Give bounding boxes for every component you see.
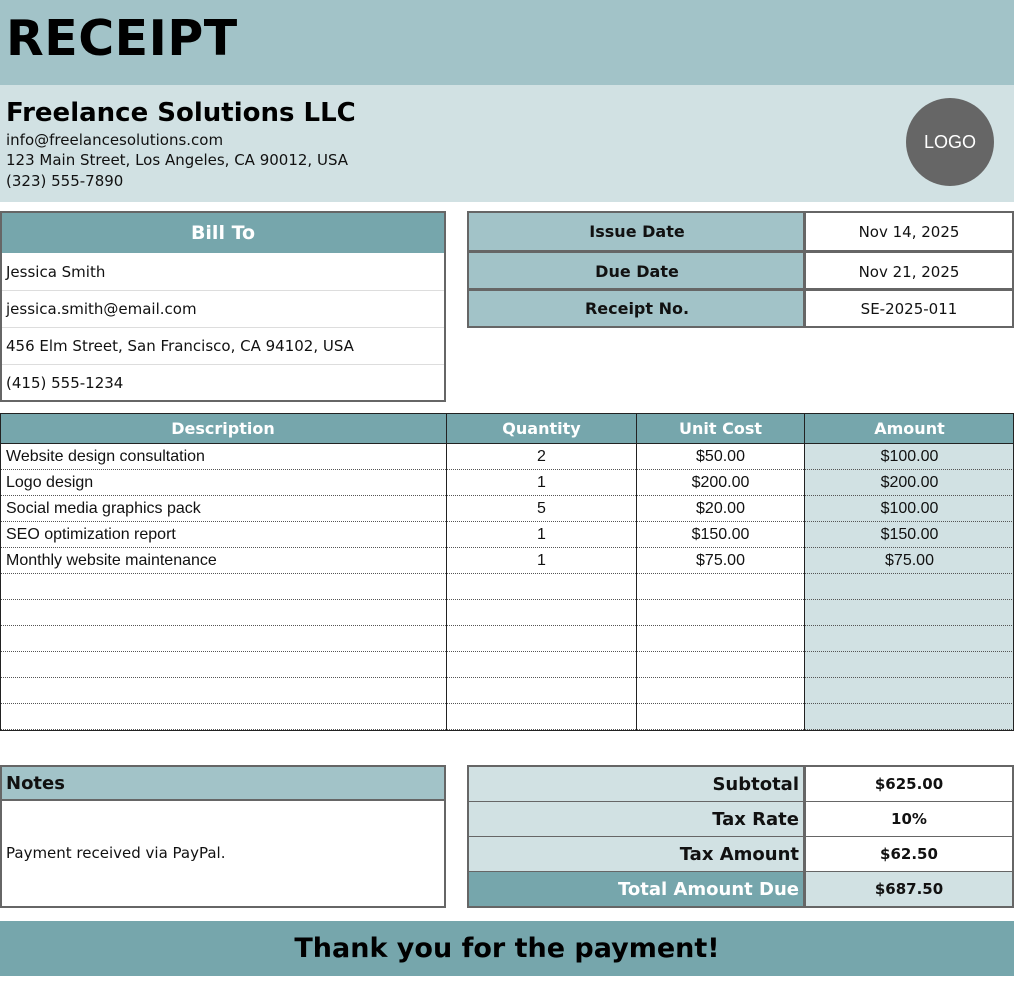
cell-quantity[interactable]: 5 (537, 500, 546, 517)
table-bottom-border (0, 730, 1014, 731)
cell-description[interactable] (6, 704, 444, 730)
cell-unit-cost[interactable]: $200.00 (691, 474, 750, 491)
cell-amount[interactable]: $75.00 (885, 552, 934, 569)
table-border (1013, 413, 1014, 731)
company-name: Freelance Solutions LLC (6, 98, 356, 128)
subtotal-value: $625.00 (806, 767, 1012, 801)
bill-to-email[interactable]: jessica.smith@email.com (2, 290, 444, 327)
cell-quantity[interactable] (447, 626, 636, 652)
company-email: info@freelancesolutions.com (6, 131, 224, 149)
divider (803, 767, 806, 906)
cell-amount[interactable]: $200.00 (880, 474, 939, 491)
notes-heading: Notes (2, 767, 444, 801)
cell-quantity[interactable] (447, 574, 636, 600)
col-header-description: Description (0, 413, 446, 443)
cell-description[interactable]: Logo design (6, 474, 94, 491)
cell-description[interactable]: Website design consultation (6, 448, 205, 465)
cell-unit-cost[interactable] (637, 678, 804, 704)
cell-description[interactable]: Social media graphics pack (6, 500, 201, 517)
tax-rate-label: Tax Rate (469, 802, 803, 836)
cell-amount[interactable] (805, 678, 1014, 704)
cell-unit-cost[interactable] (637, 600, 804, 626)
table-border (0, 413, 1, 731)
cell-amount[interactable] (805, 600, 1014, 626)
cell-quantity[interactable]: 1 (537, 526, 546, 543)
cell-unit-cost[interactable]: $50.00 (696, 448, 745, 465)
cell-unit-cost[interactable]: $150.00 (691, 526, 750, 543)
cell-unit-cost[interactable] (637, 704, 804, 730)
bill-to-address[interactable]: 456 Elm Street, San Francisco, CA 94102, USA (2, 327, 444, 364)
receipt-number-value[interactable]: SE-2025-011 (806, 291, 1012, 326)
cell-quantity[interactable] (447, 704, 636, 730)
cell-unit-cost[interactable] (637, 626, 804, 652)
subtotal-label: Subtotal (469, 767, 803, 801)
cell-unit-cost[interactable] (637, 574, 804, 600)
table-border (446, 413, 447, 731)
cell-amount[interactable]: $100.00 (880, 448, 939, 465)
cell-description[interactable] (6, 600, 444, 626)
tax-amount-label: Tax Amount (469, 837, 803, 871)
col-header-unit-cost: Unit Cost (637, 413, 804, 443)
cell-amount[interactable] (805, 626, 1014, 652)
company-logo: LOGO (906, 98, 994, 186)
issue-date-value[interactable]: Nov 14, 2025 (806, 213, 1012, 250)
table-border (636, 413, 637, 731)
cell-description[interactable]: SEO optimization report (6, 526, 176, 543)
col-header-quantity: Quantity (447, 413, 636, 443)
receipt-title: RECEIPT (6, 10, 238, 67)
due-date-value[interactable]: Nov 21, 2025 (806, 253, 1012, 290)
notes-text[interactable]: Payment received via PayPal. (6, 844, 226, 862)
col-header-amount: Amount (805, 413, 1014, 443)
total-due-value: $687.50 (806, 872, 1012, 906)
cell-quantity[interactable] (447, 652, 636, 678)
issue-date-label: Issue Date (469, 213, 805, 250)
cell-quantity[interactable] (447, 678, 636, 704)
tax-rate-value[interactable]: 10% (806, 802, 1012, 836)
receipt-number-label: Receipt No. (469, 291, 805, 326)
divider (803, 213, 806, 326)
cell-amount[interactable] (805, 704, 1014, 730)
total-due-label: Total Amount Due (469, 872, 803, 906)
tax-amount-value: $62.50 (806, 837, 1012, 871)
cell-description[interactable] (6, 678, 444, 704)
cell-quantity[interactable]: 1 (537, 474, 546, 491)
cell-quantity[interactable] (447, 600, 636, 626)
table-border (804, 413, 805, 731)
due-date-label: Due Date (469, 253, 805, 290)
cell-description[interactable]: Monthly website maintenance (6, 552, 217, 569)
table-top-border (0, 413, 1014, 414)
bill-to-heading: Bill To (2, 213, 444, 253)
cell-description[interactable] (6, 574, 444, 600)
company-address: 123 Main Street, Los Angeles, CA 90012, USA (6, 151, 349, 169)
bill-to-phone[interactable]: (415) 555-1234 (2, 364, 444, 401)
cell-quantity[interactable]: 2 (537, 448, 546, 465)
cell-quantity[interactable]: 1 (537, 552, 546, 569)
cell-amount[interactable] (805, 652, 1014, 678)
cell-description[interactable] (6, 652, 444, 678)
cell-unit-cost[interactable] (637, 652, 804, 678)
cell-amount[interactable] (805, 574, 1014, 600)
cell-amount[interactable]: $150.00 (880, 526, 939, 543)
thank-you-footer: Thank you for the payment! (0, 921, 1014, 976)
cell-description[interactable] (6, 626, 444, 652)
cell-unit-cost[interactable]: $75.00 (696, 552, 745, 569)
bill-to-name[interactable]: Jessica Smith (6, 262, 106, 281)
company-phone: (323) 555-7890 (6, 172, 124, 190)
cell-amount[interactable]: $100.00 (880, 500, 939, 517)
cell-unit-cost[interactable]: $20.00 (696, 500, 745, 517)
